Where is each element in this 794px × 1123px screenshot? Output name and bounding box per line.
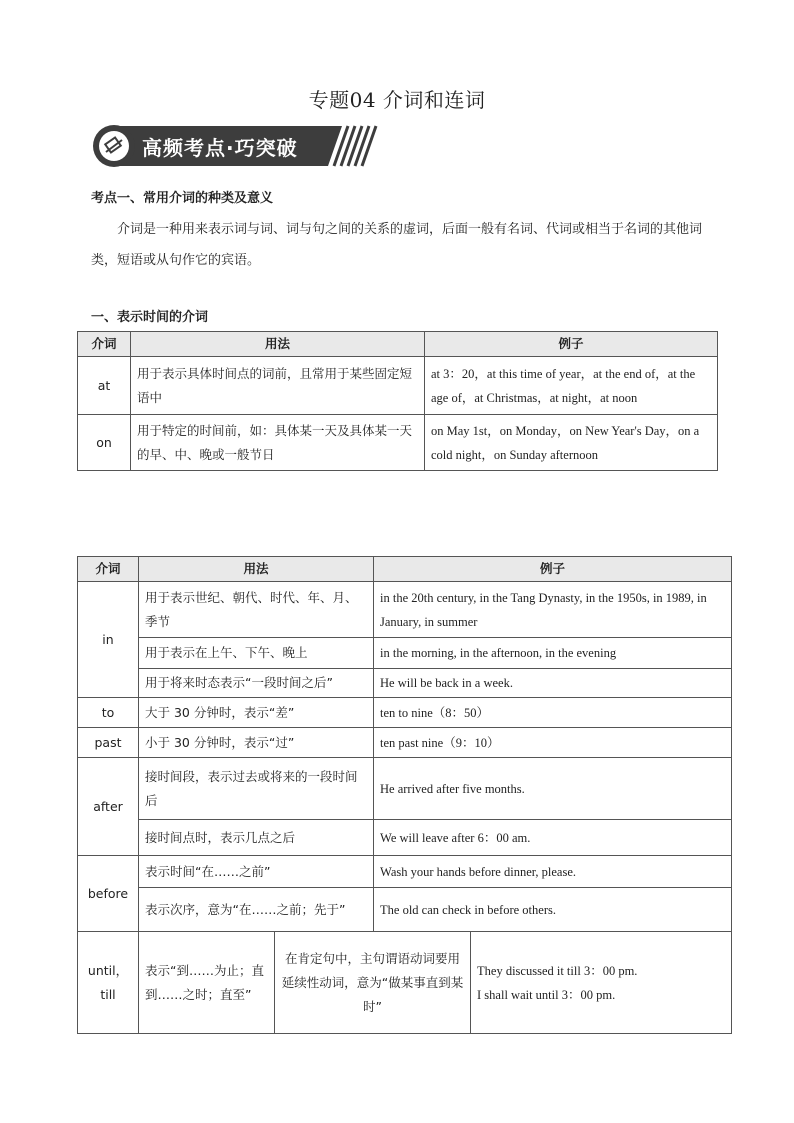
table-header-row	[78, 332, 718, 357]
table-header-row	[78, 557, 732, 582]
usage-cell: 用于特定的时间前，如：具体某一天及具体某一天的早、中、晚或一般节日	[131, 415, 425, 471]
usage-cell: 小于 30 分钟时，表示“过”	[139, 728, 374, 758]
preposition-cell: at	[78, 357, 131, 415]
topic-heading: 考点一、常用介词的种类及意义	[91, 191, 274, 206]
preposition-cell: before	[78, 856, 139, 932]
example-cell: We will leave after 6：00 am.	[374, 820, 732, 856]
preposition-cell: in	[78, 582, 139, 698]
example-cell	[471, 932, 732, 1034]
usage-cell: 表示“到……为止；直到……之时；直至”	[139, 932, 275, 1034]
header-preposition: 介词	[78, 332, 131, 357]
example-cell: at 3：20，at this time of year，at the end of，at the age of，at Christmas，at night，at noon	[425, 357, 718, 415]
example-cell: He will be back in a week.	[374, 669, 732, 698]
usage-note-cell: 在肯定句中，主句谓语动词要用延续性动词，意为“做某事直到某时”	[275, 932, 471, 1034]
usage-cell: 用于表示具体时间点的词前，且常用于某些固定短语中	[131, 357, 425, 415]
usage-cell: 表示次序，意为“在……之前；先于”	[139, 888, 374, 932]
example-line: They discussed it till 3：00 pm.	[477, 963, 638, 978]
header-example: 例子	[374, 557, 732, 582]
usage-cell: 用于表示世纪、朝代、时代、年、月、季节	[139, 582, 374, 638]
usage-cell: 用于将来时态表示“一段时间之后”	[139, 669, 374, 698]
header-usage: 用法	[131, 332, 425, 357]
usage-cell: 用于表示在上午、下午、晚上	[139, 638, 374, 669]
table-row	[78, 932, 732, 1034]
table-row	[78, 888, 732, 932]
table-row	[78, 820, 732, 856]
section-banner	[92, 124, 382, 168]
time-preposition-table-2	[77, 556, 732, 1034]
example-cell: The old can check in before others.	[374, 888, 732, 932]
header-example: 例子	[425, 332, 718, 357]
usage-cell: 表示时间“在……之前”	[139, 856, 374, 888]
preposition-cell: after	[78, 758, 139, 856]
header-preposition: 介词	[78, 557, 139, 582]
table-row	[78, 758, 732, 820]
example-cell: in the morning, in the afternoon, in the evening	[374, 638, 732, 669]
usage-cell: 大于 30 分钟时，表示“差”	[139, 698, 374, 728]
page-title: 专题04 介词和连词	[308, 88, 486, 112]
header-usage: 用法	[139, 557, 374, 582]
example-cell: on May 1st，on Monday，on New Year's Day，on a cold night，on Sunday afternoon	[425, 415, 718, 471]
preposition-cell: until，till	[78, 932, 139, 1034]
example-cell: Wash your hands before dinner, please.	[374, 856, 732, 888]
table-row	[78, 357, 718, 415]
time-preposition-table-1	[77, 331, 718, 471]
table-row	[78, 415, 718, 471]
usage-cell: 接时间段，表示过去或将来的一段时间后	[139, 758, 374, 820]
example-line: I shall wait until 3：00 pm.	[477, 987, 616, 1002]
section-heading: 一、表示时间的介词	[91, 310, 209, 325]
banner-text: 高频考点·巧突破	[142, 136, 298, 160]
usage-cell: 接时间点时，表示几点之后	[139, 820, 374, 856]
preposition-cell: past	[78, 728, 139, 758]
example-cell: in the 20th century, in the Tang Dynasty, in the 1950s, in 1989, in January, in summer	[374, 582, 732, 638]
preposition-cell: on	[78, 415, 131, 471]
table-row	[78, 638, 732, 669]
table-row	[78, 698, 732, 728]
table-row	[78, 856, 732, 888]
table-row	[78, 728, 732, 758]
example-cell: He arrived after five months.	[374, 758, 732, 820]
intro-paragraph: 介词是一种用来表示词与词、词与句之间的关系的虚词，后面一般有名词、代词或相当于名词的其他词类，短语或从句作它的宾语。	[91, 222, 703, 268]
example-cell: ten past nine（9：10）	[374, 728, 732, 758]
example-cell: ten to nine（8：50）	[374, 698, 732, 728]
preposition-cell: to	[78, 698, 139, 728]
table-row	[78, 669, 732, 698]
table-row	[78, 582, 732, 638]
